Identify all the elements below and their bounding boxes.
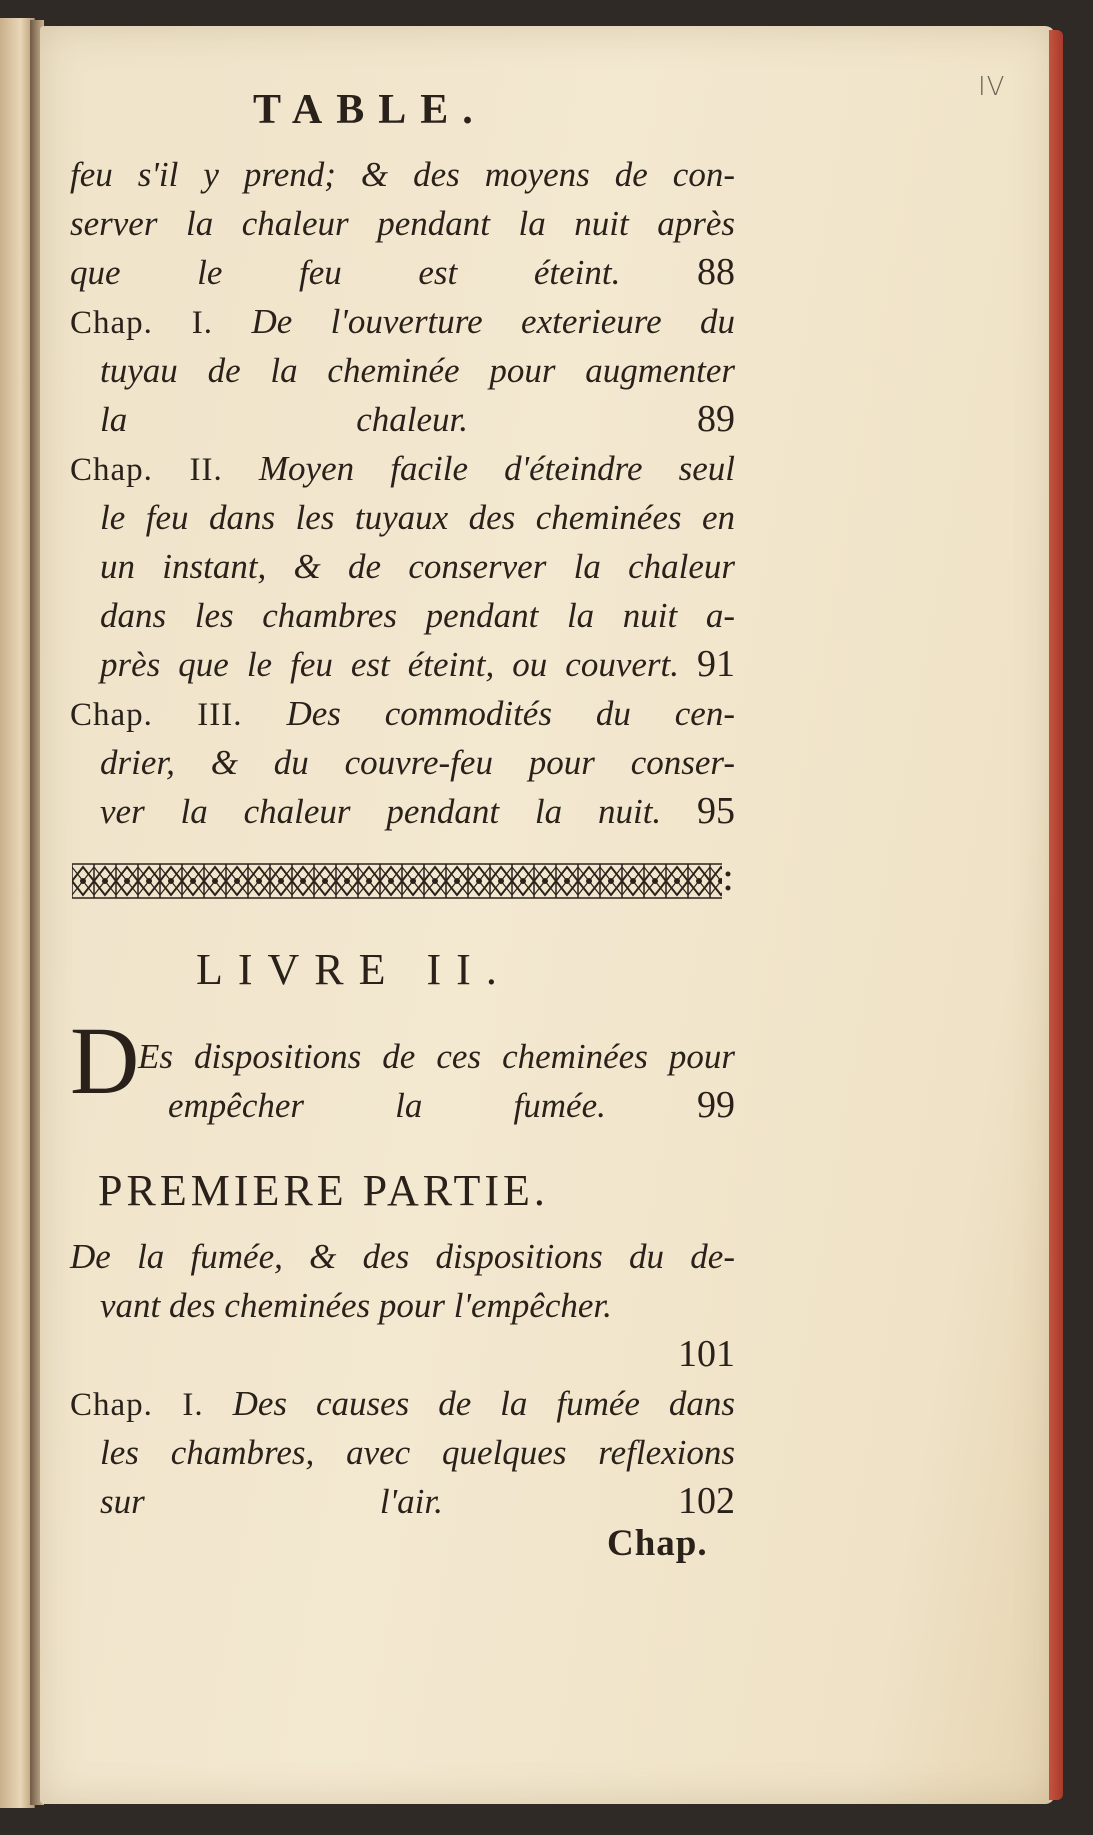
entry-line: les chambres, avec quelques reflexions (100, 1433, 735, 1472)
catchword: Chap. (607, 1523, 708, 1564)
entry-text: Des causes de la fumée dans (232, 1384, 735, 1423)
chapter-label: Chap. I. (70, 305, 214, 341)
entry-text: De l'ouverture exterieure du (251, 302, 735, 341)
entry-first-line (70, 297, 735, 346)
page-number: 88 (697, 251, 735, 293)
entry-line: le feu dans les tuyaux des cheminées en (100, 498, 735, 537)
toc-entry-livre2 (138, 1032, 735, 1130)
toc-entry-chap3 (70, 689, 735, 836)
entry-text: près que le feu est éteint, ou couvert. (100, 645, 679, 684)
red-page-edge (1049, 30, 1063, 1800)
page-number: 89 (697, 398, 736, 440)
entry-text: Des commodités du cen- (286, 694, 735, 733)
page-header: TABLE. (253, 87, 487, 133)
toc-entry-partie-chap1 (70, 1379, 735, 1526)
entry-text: la chaleur. (100, 400, 469, 439)
drop-cap: D (70, 1007, 140, 1114)
toc-entry-partie (70, 1232, 735, 1379)
entry-page-line (70, 1330, 735, 1379)
entry-line: vant des cheminées pour l'empêcher. (100, 1286, 612, 1325)
entry-line: drier, & du couvre-feu pour conser- (100, 743, 735, 782)
entry-last-line (70, 787, 735, 836)
entry-first-line (70, 444, 735, 493)
entry-text: Moyen facile d'éteindre seul (258, 449, 735, 488)
entry-last-line (70, 395, 735, 444)
entry-last-line (70, 248, 735, 297)
entry-last-line (70, 640, 735, 689)
part-title: PREMIERE PARTIE. (98, 1166, 549, 1215)
chapter-label: Chap. II. (70, 452, 223, 488)
chapter-label: Chap. I. (70, 1387, 204, 1423)
entry-line: feu s'il y prend; & des moyens de con- (70, 155, 735, 194)
page-number: 101 (678, 1333, 735, 1375)
entry-line: un instant, & de conserver la chaleur (100, 547, 735, 586)
entry-last-line (138, 1081, 735, 1130)
entry-first-line (70, 689, 735, 738)
entry-line: dans les chambres pendant la nuit a- (100, 596, 735, 635)
entry-first-line (70, 1379, 735, 1428)
entry-text: que le feu est éteint. (70, 253, 621, 292)
entry-text: sur l'air. (100, 1482, 443, 1521)
entry-line: De la fumée, & des dispositions du de- (70, 1237, 735, 1276)
toc-entry-intro (70, 150, 735, 297)
page-number: 95 (697, 790, 736, 832)
entry-line: server la chaleur pendant la nuit après (70, 204, 735, 243)
entry-text: ver la chaleur pendant la nuit. (100, 792, 662, 831)
page-number: 102 (678, 1480, 736, 1522)
entry-first-line: Es dispositions de ces cheminées pour (138, 1037, 735, 1076)
ornament-band-icon (72, 862, 732, 900)
entry-text: empêcher la fumée. (168, 1086, 606, 1125)
page-number: 91 (697, 643, 735, 685)
toc-entry-chap2 (70, 444, 735, 689)
page-number: 99 (697, 1084, 735, 1126)
chapter-label: Chap. III. (70, 697, 243, 733)
folio-number: IV (978, 72, 1006, 102)
toc-entry-chap1 (70, 297, 735, 444)
book-title: LIVRE II. (196, 945, 512, 994)
entry-last-line (70, 1477, 735, 1526)
entry-line: tuyau de la cheminée pour augmenter (100, 351, 735, 390)
